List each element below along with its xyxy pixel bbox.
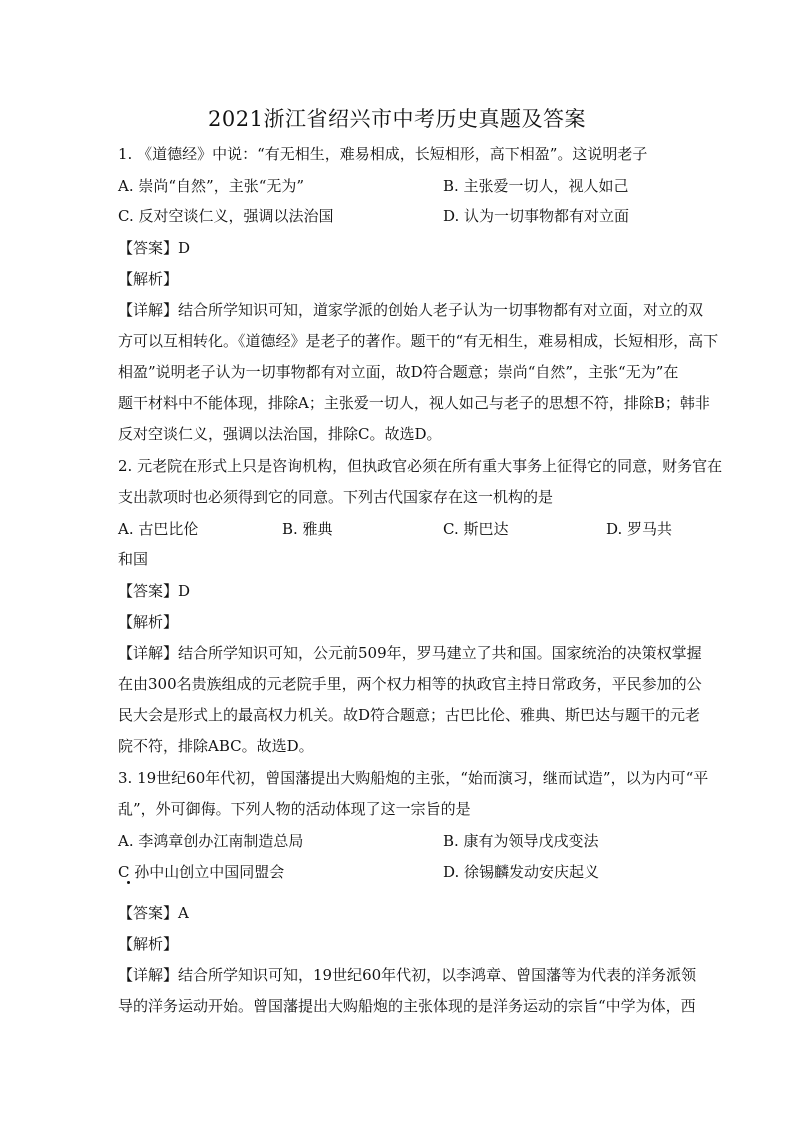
q3-option-d: D. 徐锡麟发动安庆起义 bbox=[443, 863, 600, 881]
q2-detail-line: 在由300名贵族组成的元老院手里，两个权力相等的执政官主持日常政务，平民参加的公 bbox=[118, 675, 702, 693]
q2-option-c: C. 斯巴达 bbox=[443, 520, 509, 538]
q3-stem-line: 乱”，外可御侮。下列人物的活动体现了这一宗旨的是 bbox=[118, 800, 471, 818]
q3-option-b: B. 康有为领导戊戌变法 bbox=[443, 832, 599, 850]
q1-option-d: D. 认为一切事物都有对立面 bbox=[443, 207, 630, 225]
q1-stem: 1. 《道德经》中说：“有无相生，难易相成，长短相形，高下相盈”。这说明老子 bbox=[118, 145, 648, 163]
q1-detail-line: 反对空谈仁义，强调以法治国，排除C。故选D。 bbox=[118, 425, 442, 443]
document-title: 2021浙江省绍兴市中考历史真题及答案 bbox=[208, 107, 586, 131]
q2-option-b: B. 雅典 bbox=[282, 520, 333, 538]
q2-stem-line: 2. 元老院在形式上只是咨询机构，但执政官必须在所有重大事务上征得它的同意，财务官在 bbox=[118, 457, 723, 475]
q2-answer: 【答案】D bbox=[118, 582, 191, 600]
q3-stem-line: 3. 19世纪60年代初，曾国藩提出大购船炮的主张，“始而演习，继而试造”，以为内可“平 bbox=[118, 769, 709, 787]
q2-detail-line: 民大会是形式上的最高权力机关。故D符合题意；古巴比伦、雅典、斯巴达与题干的元老 bbox=[118, 706, 701, 724]
q3-answer: 【答案】A bbox=[118, 904, 189, 922]
q3-option-a: A. 李鸿章创办江南制造总局 bbox=[118, 832, 304, 850]
q1-answer: 【答案】D bbox=[118, 239, 191, 257]
q1-option-c: C. 反对空谈仁义，强调以法治国 bbox=[118, 207, 334, 225]
q3-analysis-label: 【解析】 bbox=[118, 935, 179, 953]
q1-detail-line: 题干材料中不能体现，排除A；主张爱一切人，视人如己与老子的思想不符，排除B；韩非 bbox=[118, 394, 710, 412]
q1-detail-line: 相盈”说明老子认为一切事物都有对立面，故D符合题意；崇尚“自然”，主张“无为”在 bbox=[118, 363, 679, 381]
q2-analysis-label: 【解析】 bbox=[118, 613, 179, 631]
q2-detail-line: 院不符，排除ABC。故选D。 bbox=[118, 737, 314, 755]
q2-detail-line: 【详解】结合所学知识可知，公元前509年，罗马建立了共和国。国家统治的决策权掌握 bbox=[118, 644, 702, 662]
q3-option-c: C 孙中山创立中国同盟会 bbox=[118, 863, 285, 881]
q1-detail-line: 【详解】结合所学知识可知，道家学派的创始人老子认为一切事物都有对立面，对立的双 bbox=[118, 301, 704, 319]
q3-detail-line: 导的洋务运动开始。曾国藩提出大购船炮的主张体现的是洋务运动的宗旨“中学为体，西 bbox=[118, 997, 696, 1015]
stray-dot-mark bbox=[127, 881, 130, 884]
q2-option-a: A. 古巴比伦 bbox=[118, 520, 199, 538]
q2-option-d-continued: 和国 bbox=[118, 550, 149, 568]
q3-detail-line: 【详解】结合所学知识可知，19世纪60年代初，以李鸿章、曾国藩等为代表的洋务派领 bbox=[118, 966, 697, 984]
q1-analysis-label: 【解析】 bbox=[118, 270, 179, 288]
q2-stem-line: 支出款项时也必须得到它的同意。下列古代国家存在这一机构的是 bbox=[118, 488, 554, 506]
q2-option-d: D. 罗马共 bbox=[606, 520, 673, 538]
q1-option-b: B. 主张爱一切人，视人如己 bbox=[443, 177, 629, 195]
q1-option-a: A. 崇尚“自然”，主张“无为” bbox=[118, 177, 305, 195]
q1-detail-line: 方可以互相转化。《道德经》是老子的著作。题干的“有无相生，难易相成，长短相形，高下 bbox=[118, 332, 719, 350]
